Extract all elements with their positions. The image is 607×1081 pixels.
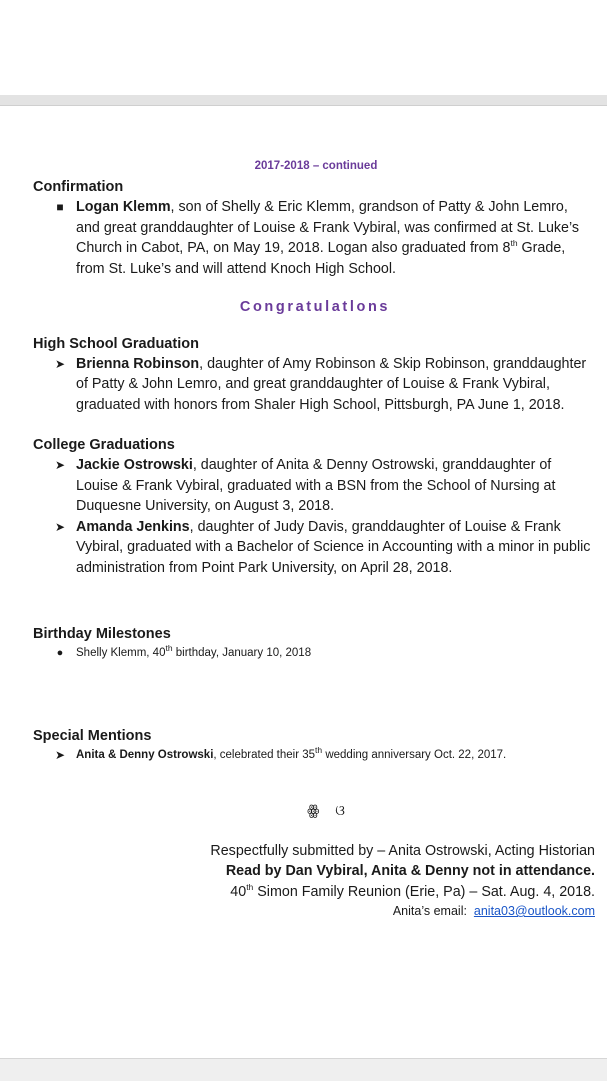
list-item xyxy=(33,354,595,416)
entry-text: Shelly Klemm, 40 xyxy=(76,647,166,659)
ordinal-suffix: th xyxy=(315,745,323,756)
document-page xyxy=(33,158,595,920)
entry-text: Grade, from St. Luke’s and will attend Knoch High School. xyxy=(76,240,566,277)
birthday-list xyxy=(33,644,595,662)
ordinal-suffix: th xyxy=(246,881,254,892)
dot-bullet-icon: ● xyxy=(56,647,64,659)
reunion-number: 40 xyxy=(230,883,247,900)
email-label: Anita’s email: xyxy=(392,904,467,918)
list-item xyxy=(33,746,595,764)
person-name: Anita & Denny Ostrowski xyxy=(76,749,214,761)
arrow-bullet-icon: ➤ xyxy=(54,458,66,472)
ordinal-suffix: th xyxy=(510,238,518,249)
person-name: Amanda Jenkins xyxy=(76,518,190,535)
arrow-bullet-icon: ➤ xyxy=(54,748,66,762)
arrow-bullet-icon: ➤ xyxy=(54,356,66,371)
high-school-list xyxy=(33,354,595,416)
entry-text: , celebrated their 35 xyxy=(213,749,316,761)
entry-text: birthday, January 10, 2018 xyxy=(172,647,312,659)
list-item xyxy=(33,197,595,279)
reunion-text: Simon Family Reunion (Erie, Pa) – Sat. Aug. 4, 2018. xyxy=(253,883,595,900)
read-by: Read by Dan Vybiral, Anita & Denny not in attendance. xyxy=(225,863,595,879)
entry-text: , son of Shelly & Eric Klemm, grandson of Patty & John Lemro, and great granddaughter of Louise & Frank Vybiral, was confirmed at St. Luke’s Church in Cabot, PA, on May 19, 2018. Logan also graduated from 8 xyxy=(76,199,580,256)
person-name: Logan Klemm xyxy=(76,199,171,215)
closing-block xyxy=(33,841,595,921)
list-item xyxy=(33,517,595,579)
college-list xyxy=(33,455,595,578)
birthday-heading: Birthday Milestones xyxy=(33,626,171,642)
email-link[interactable]: anita03@outlook.com xyxy=(473,904,595,918)
person-name: Jackie Ostrowski xyxy=(76,457,193,473)
special-mentions-list xyxy=(33,746,595,764)
entry-text: , daughter of Anita & Denny Ostrowski, granddaughter of Louise & Frank Vybiral, graduated with a BSN from the School of Nursing at Duquesne University, on August 3, 2018. xyxy=(76,457,556,514)
reunion-line xyxy=(33,882,595,903)
viewer-top-bar xyxy=(0,95,607,106)
list-item xyxy=(33,455,595,517)
entry-text: wedding anniversary Oct. 22, 2017. xyxy=(322,749,507,761)
submitted-by: Respectfully submitted by – Anita Ostrowski, Acting Historian xyxy=(210,842,595,859)
entry-text: , daughter of Amy Robinson & Skip Robinson, granddaughter of Patty & John Lemro, and great granddaughter of Louise & Frank Vybiral, graduated with honors from Shaler High School, Pittsburgh, PA June 1, 2018. xyxy=(76,355,587,413)
square-bullet-icon: ■ xyxy=(56,200,64,214)
confirmation-list xyxy=(33,197,595,279)
list-item xyxy=(33,644,595,662)
continued-header: 2017-2018 – continued xyxy=(254,160,378,172)
high-school-heading: High School Graduation xyxy=(33,335,199,352)
email-line xyxy=(33,902,595,920)
ornament-divider-icon: ꙮ ଓ xyxy=(307,802,351,818)
congratulations-banner: Congratulatlons xyxy=(239,299,391,315)
confirmation-heading: Confirmation xyxy=(33,179,124,195)
special-mentions-heading: Special Mentions xyxy=(33,728,152,744)
viewer-bottom-bar xyxy=(0,1058,607,1081)
entry-text: , daughter of Judy Davis, granddaughter of Louise & Frank Vybiral, graduated with a Bachelor of Science in Accounting with a minor in public administration from Point Park University, on April 28, 2018. xyxy=(76,518,591,576)
arrow-bullet-icon: ➤ xyxy=(54,519,66,534)
person-name: Brienna Robinson xyxy=(76,355,200,372)
college-heading: College Graduations xyxy=(33,437,175,453)
ordinal-suffix: th xyxy=(165,643,173,654)
